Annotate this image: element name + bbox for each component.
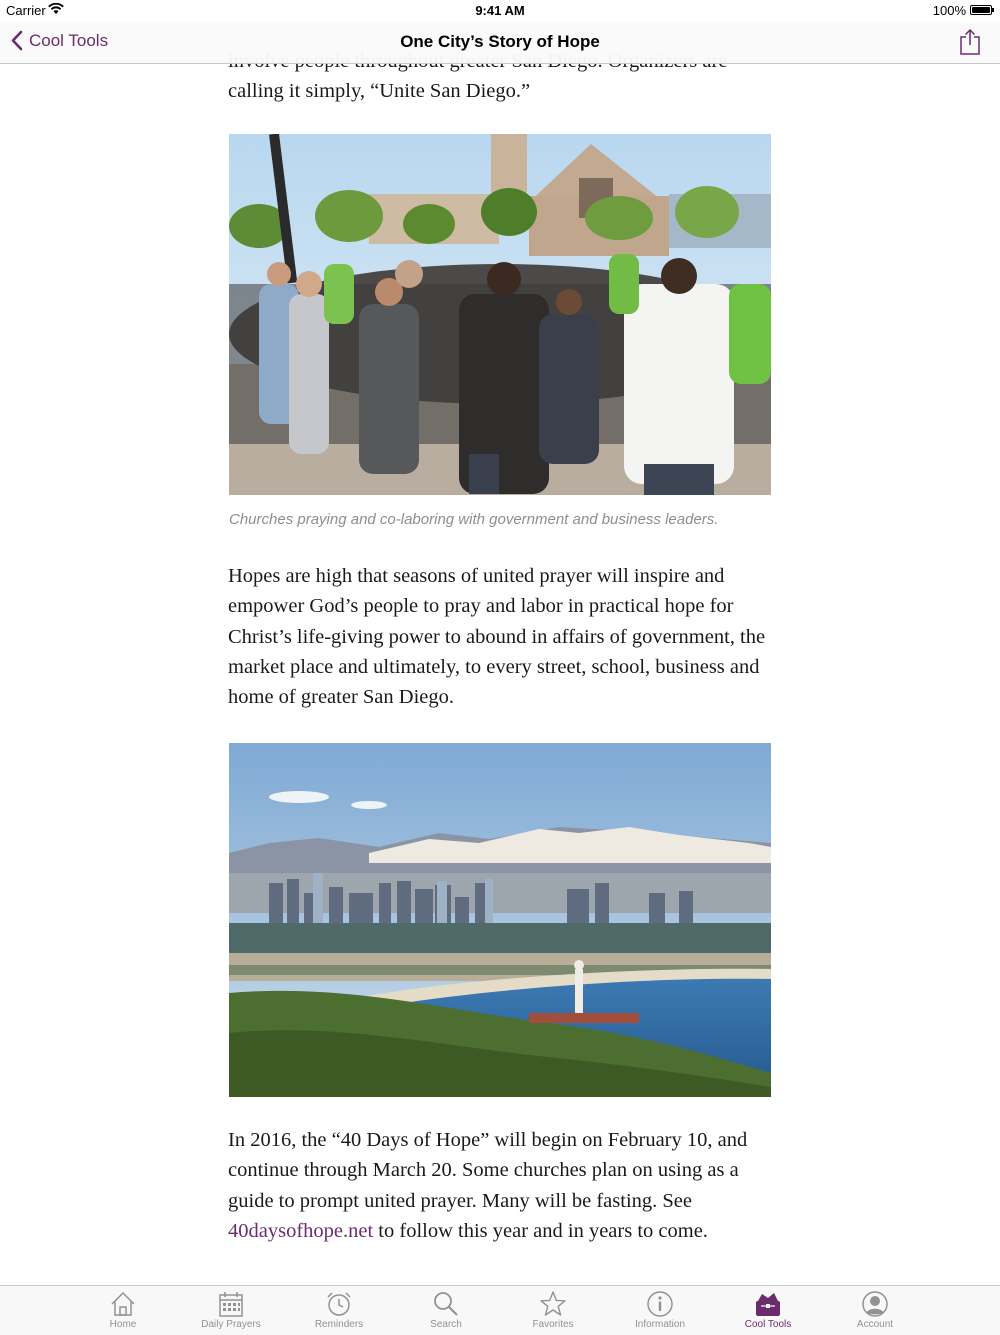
tab-search-label: Search [430,1319,462,1330]
status-time: 9:41 AM [475,3,525,18]
battery-icon [970,5,992,15]
tab-search[interactable] [391,1286,501,1335]
photo-churches-praying-image [229,134,771,495]
photo-san-diego-skyline [229,743,771,1097]
paragraph-top-end-line: calling it simply, “Unite San Diego.” [228,80,531,103]
battery-percent: 100% [932,3,966,18]
tab-daily-prayers-label: Daily Prayers [201,1319,261,1330]
calendar-icon [217,1290,245,1318]
tab-information[interactable] [605,1286,715,1335]
paragraph-bottom-end: to follow this year and in years to come. [378,1219,708,1242]
tab-daily-prayers[interactable] [176,1286,286,1335]
search-icon [432,1290,460,1318]
share-icon[interactable] [958,28,982,56]
back-button-label: Cool Tools [29,30,109,50]
photo-san-diego-skyline-image [229,743,771,1097]
navigation-bar [0,22,1000,64]
tab-favorites-label: Favorites [532,1319,574,1330]
tab-reminders[interactable] [284,1286,394,1335]
status-bar [0,0,1000,22]
tab-favorites[interactable] [498,1286,608,1335]
tab-home-label: Home [109,1319,137,1330]
tab-cool-tools-label: Cool Tools [744,1319,792,1330]
photo-caption: Churches praying and co-laboring with government and business leaders. [229,511,719,528]
toolbox-icon [754,1290,782,1318]
tab-bar [0,1285,1000,1335]
account-icon [861,1290,889,1318]
tab-account[interactable] [820,1286,930,1335]
tab-home[interactable] [68,1286,178,1335]
tab-cool-tools[interactable] [713,1286,823,1335]
carrier-label: Carrier [6,3,46,18]
paragraph-bottom-text: In 2016, the “40 Days of Hope” will begin on February 10, and continue through March 20. Some churches plan on using as a guide to prompt united prayer. Many will be fasting. See [228,1129,748,1212]
tab-account-label: Account [856,1319,894,1330]
home-icon [109,1290,137,1318]
paragraph-middle: Hopes are high that seasons of united prayer will inspire and empower God’s people to pray and labor in practical hope for Christ’s life-giving power to abound in affairs of government, the market place and ultimately, to every street, school, business and home of greater San Diego. [228,565,766,709]
photo-churches-praying [229,134,771,495]
paragraph-bottom [228,1125,773,1246]
page-title: One City’s Story of Hope [400,32,600,51]
star-icon [539,1290,567,1318]
alarm-clock-icon [325,1290,353,1318]
tab-information-label: Information [634,1319,686,1330]
info-icon [646,1290,674,1318]
40daysofhope-link[interactable]: 40daysofhope.net [228,1219,374,1242]
tab-reminders-label: Reminders [314,1319,364,1330]
